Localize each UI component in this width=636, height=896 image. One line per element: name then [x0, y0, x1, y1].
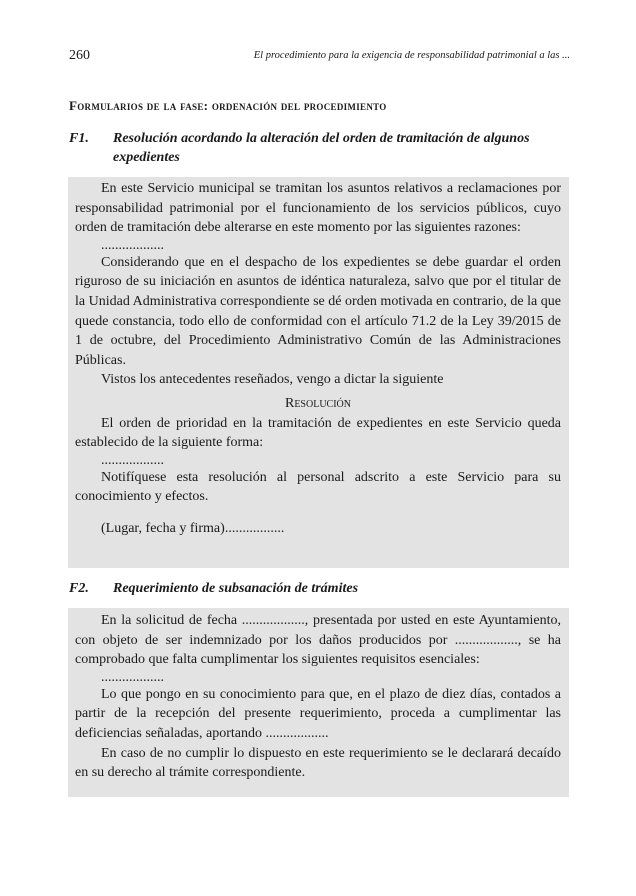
f1-paragraph-orden: El orden de prioridad en la tramitación de expedientes en este Servicio queda establecido de la siguiente forma:: [75, 415, 561, 451]
f1-paragraph-intro: En este Servicio municipal se tramitan los asuntos relativos a reclamaciones por responsabilidad patrimonial por el funcionamiento de los servicios públicos, cuyo orden de tramitación debe alterarse en este momento por las siguientes razones:: [75, 181, 561, 236]
form-f2-heading: [69, 579, 570, 599]
f1-resolution-heading: Resolución: [284, 395, 351, 411]
form-f2-title: Requerimiento de subsanación de trámites: [113, 581, 359, 596]
form-f1-title: Resolución acordando la alteración del orden de tramitación de algunos expedientes: [113, 131, 530, 165]
form-f1-heading: [69, 129, 570, 169]
f2-placeholder-dots: ..................: [101, 669, 164, 685]
form-f2-code: F2.: [69, 581, 89, 596]
section-title: Formularios de la fase: ordenación del procedimiento: [69, 98, 387, 113]
f1-placeholder-dots-2: ..................: [101, 452, 164, 468]
f2-paragraph-caducidad: En caso de no cumplir lo dispuesto en este requerimiento se le declarará decaído en su derecho al trámite correspondiente.: [75, 745, 561, 781]
page-number: 260: [69, 48, 90, 63]
f2-paragraph-solicitud: En la solicitud de fecha .................., presentada por usted en este Ayuntamiento, con objeto de ser indemnizado por los daños producidos por .................., se ha comprobado que falta cumplimentar los siguientes requisitos esenciales:: [75, 613, 561, 668]
f2-paragraph-plazo: Lo que pongo en su conocimiento para que, en el plazo de diez días, contados a partir de la recepción del presente requerimiento, proceda a cumplimentar las deficiencias señaladas, aportando ..................: [75, 686, 561, 741]
form-f1-code: F1.: [69, 131, 89, 146]
form-f2-template-box: [68, 608, 569, 797]
running-head: El procedimiento para la exigencia de responsabilidad patrimonial a las ...: [253, 50, 570, 61]
f1-placeholder-dots: ..................: [101, 237, 164, 253]
f1-paragraph-notifiquese: Notifíquese esta resolución al personal adscrito a este Servicio para su conocimiento y efectos.: [75, 469, 561, 505]
form-f1-template-box: [68, 177, 569, 568]
f1-paragraph-vistos: Vistos los antecedentes reseñados, vengo a dictar la siguiente: [101, 372, 444, 388]
f1-paragraph-considerando: Considerando que en el despacho de los expedientes se debe guardar el orden riguroso de su iniciación en asuntos de idéntica naturaleza, salvo que por el titular de la Unidad Administrativa correspondiente se dé orden motivada en contrario, de la que quede constancia, todo ello de conformidad con el artículo 71.2 de la Ley 39/2015 de 1 de octubre, del Procedimiento Administrativo Común de las Administraciones Públicas.: [75, 254, 561, 368]
f1-signature-line: (Lugar, fecha y firma).................: [101, 520, 285, 536]
page-header: [69, 48, 570, 66]
